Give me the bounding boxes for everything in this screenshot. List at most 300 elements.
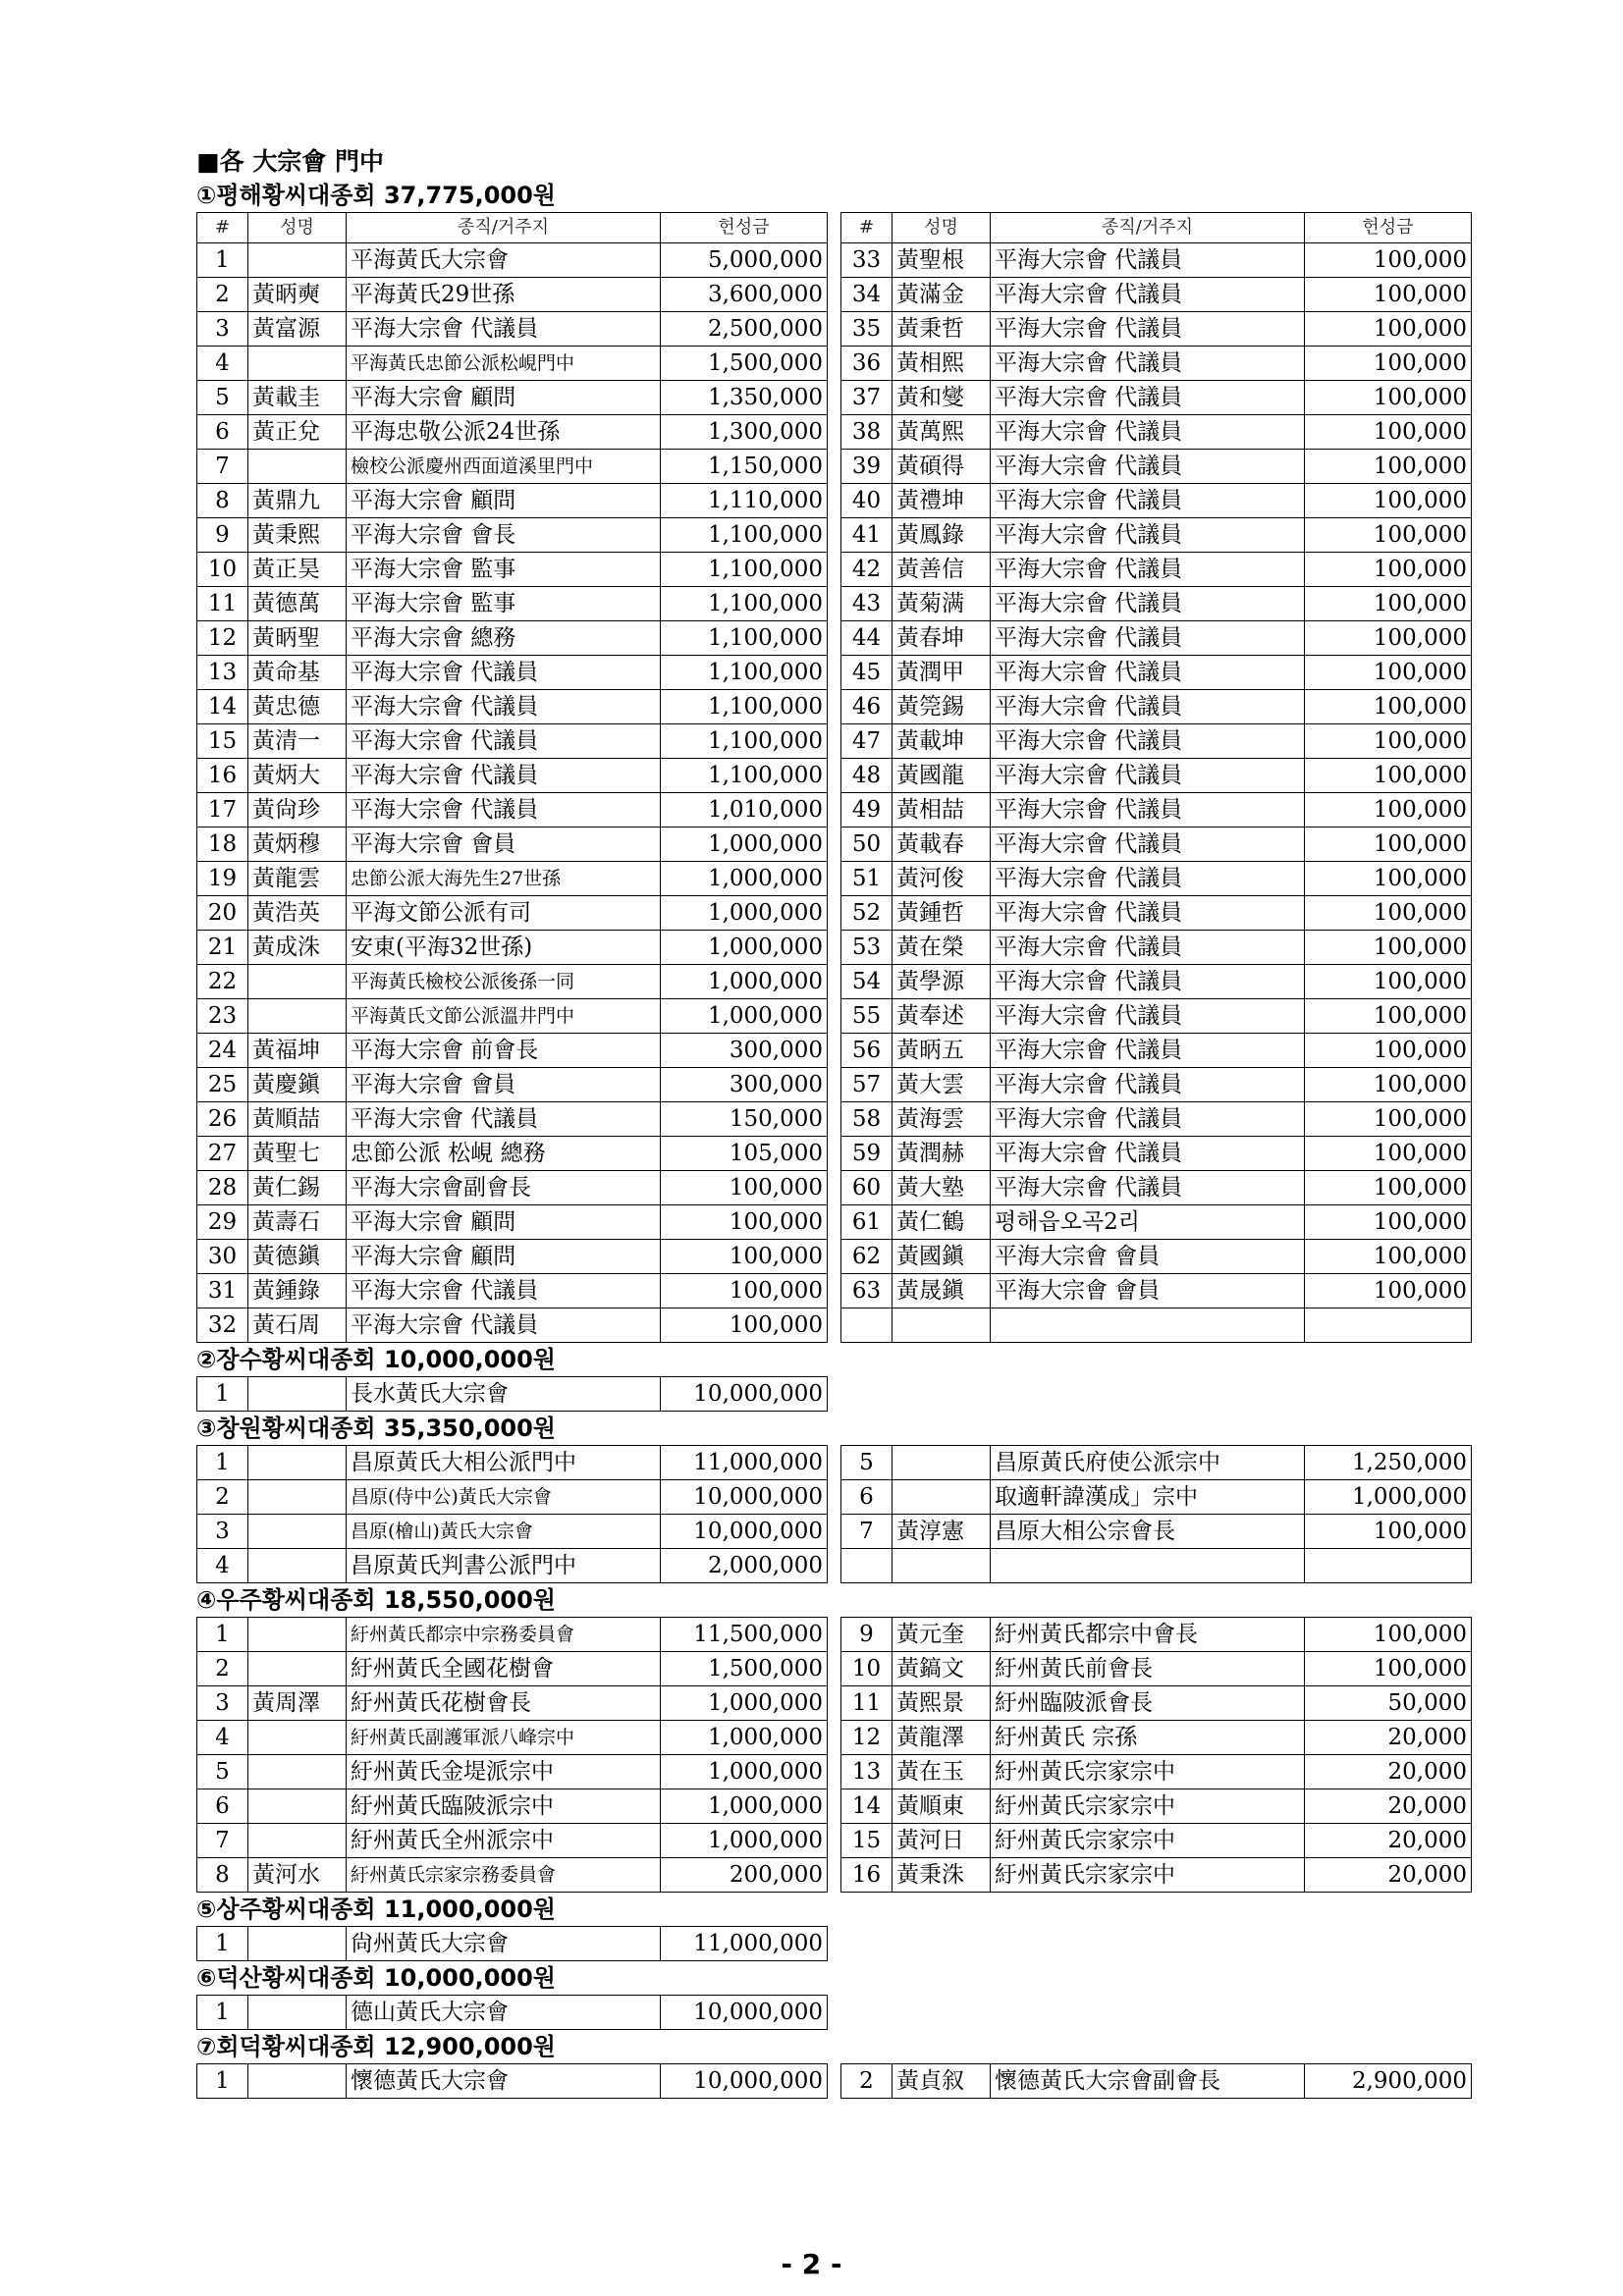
donation-amount: 1,100,000	[661, 759, 828, 793]
row-number: 60	[841, 1171, 893, 1205]
row-number: 11	[197, 587, 248, 621]
donor-name: 黃忠德	[248, 690, 347, 724]
donor-org: 平海大宗會 代議員	[991, 278, 1305, 312]
section-title: ⑦회덕황씨대종회 12,900,000원	[196, 2033, 556, 2060]
donor-org: 平海黃氏忠節公派松峴門中	[347, 347, 661, 381]
row-number: 45	[841, 656, 893, 690]
donor-name	[248, 1515, 347, 1549]
donor-name: 黃載圭	[248, 381, 347, 415]
donation-amount: 100,000	[1305, 965, 1472, 999]
donor-org: 平海大宗會 代議員	[991, 862, 1305, 896]
donor-name: 黃石周	[248, 1308, 347, 1343]
row-number: 31	[197, 1274, 248, 1308]
donor-name	[248, 1618, 347, 1652]
row-number: 50	[841, 828, 893, 862]
row-number: 7	[197, 450, 248, 484]
donor-name: 黃筦錫	[893, 690, 991, 724]
row-number: 3	[197, 312, 248, 347]
table-row	[197, 1996, 828, 2030]
column-gap	[828, 243, 841, 278]
donation-amount: 1,100,000	[661, 690, 828, 724]
row-number: 39	[841, 450, 893, 484]
table-row	[197, 381, 1472, 415]
row-number: 29	[197, 1205, 248, 1240]
column-gap	[828, 1652, 841, 1686]
row-number: 28	[197, 1171, 248, 1205]
table-row	[197, 1274, 1472, 1308]
donor-org: 紆州黃氏宗家宗中	[991, 1789, 1305, 1824]
row-number: 30	[197, 1240, 248, 1274]
table-row	[197, 1721, 1472, 1755]
donor-name: 黃秉熙	[248, 518, 347, 553]
table-row	[197, 1858, 1472, 1893]
donor-name: 黃大雲	[893, 1068, 991, 1102]
row-number: 8	[197, 484, 248, 518]
donor-name: 黃善信	[893, 553, 991, 587]
row-number: 21	[197, 931, 248, 965]
donor-org: 紆州黃氏 宗孫	[991, 1721, 1305, 1755]
donor-org: 平海大宗會 代議員	[347, 690, 661, 724]
donor-name: 黃相喆	[893, 793, 991, 828]
row-number: 1	[197, 1618, 248, 1652]
donor-name: 黃鍾錄	[248, 1274, 347, 1308]
donation-amount: 100,000	[1305, 759, 1472, 793]
donor-org: 紆州黃氏臨陂派宗中	[347, 1789, 661, 1824]
donor-org: 昌原大相公宗會長	[991, 1515, 1305, 1549]
donation-amount: 1,100,000	[661, 621, 828, 656]
donation-amount: 100,000	[1305, 553, 1472, 587]
donor-name: 黃熙景	[893, 1686, 991, 1721]
column-gap	[828, 518, 841, 553]
donor-name	[248, 243, 347, 278]
row-number: 6	[841, 1480, 893, 1515]
donation-amount: 100,000	[1305, 381, 1472, 415]
donation-amount: 20,000	[1305, 1755, 1472, 1789]
table-row	[197, 518, 1472, 553]
table-row	[197, 1171, 1472, 1205]
donor-name: 黃龍澤	[893, 1721, 991, 1755]
donor-org: 平海大宗會 代議員	[991, 312, 1305, 347]
donor-org: 長水黃氏大宗會	[347, 1377, 661, 1412]
donor-name: 黃浩英	[248, 896, 347, 931]
donor-org: 紆州臨陂派會長	[991, 1686, 1305, 1721]
donation-amount: 100,000	[1305, 1240, 1472, 1274]
donation-amount: 1,010,000	[661, 793, 828, 828]
donor-org: 紆州黃氏金堤派宗中	[347, 1755, 661, 1789]
donor-name: 黃鎬文	[893, 1652, 991, 1686]
donor-name: 黃聖七	[248, 1137, 347, 1171]
donation-amount: 1,500,000	[661, 1652, 828, 1686]
donation-amount	[1305, 1549, 1472, 1583]
donor-org: 平海大宗會 前會長	[347, 1034, 661, 1068]
donor-org: 平海大宗會 代議員	[991, 621, 1305, 656]
donor-org: 平海大宗會 代議員	[991, 759, 1305, 793]
donor-org: 紆州黃氏花樹會長	[347, 1686, 661, 1721]
donor-org: 平海大宗會 代議員	[347, 312, 661, 347]
column-gap	[828, 278, 841, 312]
donor-org: 平海大宗會 代議員	[991, 1034, 1305, 1068]
row-number: 1	[197, 1927, 248, 1961]
row-number: 10	[197, 553, 248, 587]
header-number: #	[197, 213, 248, 243]
donor-org: 平海大宗會 顧問	[347, 1205, 661, 1240]
donor-name: 黃河日	[893, 1824, 991, 1858]
donor-name	[248, 1652, 347, 1686]
row-number: 8	[197, 1858, 248, 1893]
row-number: 32	[197, 1308, 248, 1343]
donor-name: 黃在榮	[893, 931, 991, 965]
donation-amount: 100,000	[1305, 484, 1472, 518]
donation-amount: 1,100,000	[661, 587, 828, 621]
row-number: 36	[841, 347, 893, 381]
table-row	[197, 1205, 1472, 1240]
column-gap	[828, 1274, 841, 1308]
donation-amount: 1,150,000	[661, 450, 828, 484]
donor-org: 平海忠敬公派24世孫	[347, 415, 661, 450]
donor-org: 忠節公派 松峴 總務	[347, 1137, 661, 1171]
donor-name: 黃在玉	[893, 1755, 991, 1789]
table-row	[197, 1789, 1472, 1824]
donation-amount: 100,000	[1305, 243, 1472, 278]
column-gap	[828, 621, 841, 656]
donor-name: 黃炳穆	[248, 828, 347, 862]
donation-amount: 105,000	[661, 1137, 828, 1171]
donor-name: 黃昞聖	[248, 621, 347, 656]
donation-amount: 20,000	[1305, 1789, 1472, 1824]
donor-org: 平海大宗會 代議員	[347, 759, 661, 793]
donor-org: 平海文節公派有司	[347, 896, 661, 931]
column-gap	[828, 1068, 841, 1102]
donor-name: 黃載春	[893, 828, 991, 862]
row-number: 52	[841, 896, 893, 931]
row-number: 19	[197, 862, 248, 896]
donation-amount: 200,000	[661, 1858, 828, 1893]
donor-name: 黃富源	[248, 312, 347, 347]
row-number: 1	[197, 1377, 248, 1412]
donor-name: 黃昞奭	[248, 278, 347, 312]
donor-name: 黃福坤	[248, 1034, 347, 1068]
row-number: 15	[841, 1824, 893, 1858]
donation-amount: 100,000	[1305, 1068, 1472, 1102]
column-gap	[828, 587, 841, 621]
column-gap	[828, 347, 841, 381]
donor-org: 紆州黃氏都宗中會長	[991, 1618, 1305, 1652]
header-name: 성명	[893, 213, 991, 243]
column-gap	[828, 724, 841, 759]
donation-amount: 50,000	[1305, 1686, 1472, 1721]
table-row	[197, 1824, 1472, 1858]
table-row	[197, 1686, 1472, 1721]
table-row	[197, 312, 1472, 347]
donor-org: 平海大宗會 會員	[991, 1274, 1305, 1308]
row-number: 1	[197, 243, 248, 278]
donor-org: 檢校公派慶州西面道溪里門中	[347, 450, 661, 484]
donor-org: 平海大宗會 代議員	[991, 999, 1305, 1034]
donor-org: 平海大宗會 顧問	[347, 381, 661, 415]
donor-name: 黃淳憲	[893, 1515, 991, 1549]
donation-amount: 100,000	[1305, 862, 1472, 896]
table-row	[197, 415, 1472, 450]
donor-org: 평해읍오곡2리	[991, 1205, 1305, 1240]
donor-name: 黃相熙	[893, 347, 991, 381]
donor-name: 黃壽石	[248, 1205, 347, 1240]
donation-amount: 1,000,000	[1305, 1480, 1472, 1515]
donor-name: 黃秉洙	[893, 1858, 991, 1893]
table-row	[197, 1480, 1472, 1515]
row-number: 9	[197, 518, 248, 553]
donor-org: 取適軒諱漢成」宗中	[991, 1480, 1305, 1515]
donation-amount: 100,000	[1305, 1652, 1472, 1686]
donor-name: 黃鳳錄	[893, 518, 991, 553]
header-org: 종직/거주지	[991, 213, 1305, 243]
donor-name: 黃秉哲	[893, 312, 991, 347]
donor-name: 黃菊满	[893, 587, 991, 621]
donation-amount: 1,350,000	[661, 381, 828, 415]
donor-org: 平海大宗會 總務	[347, 621, 661, 656]
header-amount: 헌성금	[661, 213, 828, 243]
donor-org: 平海大宗會 代議員	[347, 1274, 661, 1308]
donation-amount: 1,100,000	[661, 518, 828, 553]
donor-org: 平海大宗會 代議員	[991, 243, 1305, 278]
donation-amount: 1,000,000	[661, 931, 828, 965]
donor-org: 安東(平海32世孫)	[347, 931, 661, 965]
row-number: 10	[841, 1652, 893, 1686]
donor-org: 平海大宗會 代議員	[347, 1308, 661, 1343]
row-number: 23	[197, 999, 248, 1034]
donor-name: 黃慶鎭	[248, 1068, 347, 1102]
row-number: 4	[197, 347, 248, 381]
row-number: 16	[841, 1858, 893, 1893]
donor-org: 平海大宗會 監事	[347, 553, 661, 587]
donor-org: 平海大宗會 會員	[347, 828, 661, 862]
row-number: 2	[841, 2064, 893, 2099]
row-number: 20	[197, 896, 248, 931]
header-number: #	[841, 213, 893, 243]
column-gap	[828, 312, 841, 347]
section-title: ③창원황씨대종회 35,350,000원	[196, 1415, 556, 1442]
donation-amount: 11,000,000	[661, 1927, 828, 1961]
donation-amount: 1,100,000	[661, 724, 828, 759]
donation-amount: 1,000,000	[661, 828, 828, 862]
donor-name: 黃德鎭	[248, 1240, 347, 1274]
donor-org: 平海大宗會 代議員	[991, 724, 1305, 759]
column-gap	[828, 1515, 841, 1549]
donation-amount: 100,000	[1305, 1205, 1472, 1240]
column-gap	[828, 656, 841, 690]
column-gap	[828, 1446, 841, 1480]
section-title: ⑤상주황씨대종회 11,000,000원	[196, 1896, 556, 1923]
donation-amount: 100,000	[1305, 999, 1472, 1034]
donation-amount: 10,000,000	[661, 1515, 828, 1549]
column-gap	[828, 1618, 841, 1652]
row-number: 5	[197, 381, 248, 415]
donor-name	[893, 1308, 991, 1343]
donor-name	[248, 1377, 347, 1412]
row-number: 38	[841, 415, 893, 450]
column-gap	[828, 1858, 841, 1893]
donation-amount: 100,000	[1305, 278, 1472, 312]
table-row	[197, 896, 1472, 931]
donor-org: 懷德黃氏大宗會副會長	[991, 2064, 1305, 2099]
donation-amount: 100,000	[1305, 690, 1472, 724]
table-row	[197, 690, 1472, 724]
row-number: 26	[197, 1102, 248, 1137]
donation-amount: 100,000	[1305, 1515, 1472, 1549]
table-row	[197, 1652, 1472, 1686]
row-number	[841, 1308, 893, 1343]
donor-name	[248, 1480, 347, 1515]
column-gap	[828, 1755, 841, 1789]
donor-org: 昌原黃氏判書公派門中	[347, 1549, 661, 1583]
document-page	[196, 145, 1473, 2099]
donation-amount: 1,000,000	[661, 1755, 828, 1789]
column-gap	[828, 1789, 841, 1824]
donor-name: 黃河水	[248, 1858, 347, 1893]
donation-amount: 10,000,000	[661, 1480, 828, 1515]
column-gap	[828, 1034, 841, 1068]
donation-amount: 2,900,000	[1305, 2064, 1472, 2099]
donation-amount: 100,000	[661, 1171, 828, 1205]
donor-name: 黃仁鶴	[893, 1205, 991, 1240]
donor-org: 昌原黃氏府使公派宗中	[991, 1446, 1305, 1480]
row-number: 63	[841, 1274, 893, 1308]
row-number: 4	[197, 1721, 248, 1755]
row-number: 6	[197, 1789, 248, 1824]
donation-amount: 1,000,000	[661, 1789, 828, 1824]
row-number: 59	[841, 1137, 893, 1171]
row-number: 15	[197, 724, 248, 759]
donation-amount: 100,000	[1305, 1034, 1472, 1068]
table-row	[197, 759, 1472, 793]
column-gap	[828, 1824, 841, 1858]
donation-amount: 100,000	[1305, 1137, 1472, 1171]
donor-name	[248, 450, 347, 484]
donor-name: 黃萬熙	[893, 415, 991, 450]
donation-amount: 150,000	[661, 1102, 828, 1137]
table-row	[197, 1515, 1472, 1549]
row-number: 18	[197, 828, 248, 862]
donor-org: 平海大宗會 代議員	[991, 415, 1305, 450]
donor-name: 黃尙珍	[248, 793, 347, 828]
donor-org: 紆州黃氏全國花樹會	[347, 1652, 661, 1686]
donor-name: 黃國鎭	[893, 1240, 991, 1274]
donor-name: 黃潤赫	[893, 1137, 991, 1171]
row-number: 55	[841, 999, 893, 1034]
donation-table	[196, 1445, 1472, 1583]
column-gap	[828, 862, 841, 896]
donor-name: 黃載坤	[893, 724, 991, 759]
donor-name: 黃龍雲	[248, 862, 347, 896]
row-number: 62	[841, 1240, 893, 1274]
row-number: 13	[841, 1755, 893, 1789]
donor-org: 平海大宗會 代議員	[991, 828, 1305, 862]
section-title: ⑥덕산황씨대종회 10,000,000원	[196, 1964, 556, 1992]
donor-name	[248, 1755, 347, 1789]
row-number: 34	[841, 278, 893, 312]
table-row	[197, 724, 1472, 759]
donation-amount	[1305, 1308, 1472, 1343]
row-number: 40	[841, 484, 893, 518]
column-gap	[828, 1686, 841, 1721]
table-header-row	[197, 213, 1472, 243]
donation-amount: 100,000	[1305, 621, 1472, 656]
table-row	[197, 1068, 1472, 1102]
donor-org: 紆州黃氏全州派宗中	[347, 1824, 661, 1858]
donor-name: 黃德萬	[248, 587, 347, 621]
donation-amount: 10,000,000	[661, 1377, 828, 1412]
donation-amount: 5,000,000	[661, 243, 828, 278]
column-gap	[828, 1205, 841, 1240]
donor-name: 黃晟鎭	[893, 1274, 991, 1308]
donation-amount: 1,110,000	[661, 484, 828, 518]
row-number: 53	[841, 931, 893, 965]
row-number: 33	[841, 243, 893, 278]
donation-amount: 100,000	[1305, 793, 1472, 828]
table-row	[197, 999, 1472, 1034]
header-name: 성명	[248, 213, 347, 243]
table-row	[197, 862, 1472, 896]
donor-org	[991, 1549, 1305, 1583]
donation-amount: 100,000	[1305, 724, 1472, 759]
donation-amount: 1,000,000	[661, 1721, 828, 1755]
donor-name	[248, 1824, 347, 1858]
donation-amount: 100,000	[1305, 896, 1472, 931]
table-row	[197, 347, 1472, 381]
column-gap	[828, 484, 841, 518]
donor-name	[248, 1789, 347, 1824]
table-row	[197, 1377, 828, 1412]
row-number: 48	[841, 759, 893, 793]
table-row	[197, 1240, 1472, 1274]
donation-amount: 100,000	[1305, 415, 1472, 450]
donor-org: 平海大宗會 會員	[991, 1240, 1305, 1274]
column-gap	[828, 1308, 841, 1343]
donor-org: 德山黃氏大宗會	[347, 1996, 661, 2030]
row-number: 2	[197, 1652, 248, 1686]
donation-amount: 1,000,000	[661, 1824, 828, 1858]
row-number: 1	[197, 1446, 248, 1480]
donor-name: 黃大塾	[893, 1171, 991, 1205]
row-number: 37	[841, 381, 893, 415]
donor-name: 黃昞五	[893, 1034, 991, 1068]
donor-org: 平海黃氏文節公派溫井門中	[347, 999, 661, 1034]
donor-org: 平海黃氏檢校公派後孫一同	[347, 965, 661, 999]
donor-org: 紆州黃氏都宗中宗務委員會	[347, 1618, 661, 1652]
row-number: 44	[841, 621, 893, 656]
donor-name: 黃碩得	[893, 450, 991, 484]
donor-name: 黃聖根	[893, 243, 991, 278]
donor-name: 黃順東	[893, 1789, 991, 1824]
donor-name	[248, 2064, 347, 2099]
column-gap	[828, 896, 841, 931]
donor-org: 平海大宗會 代議員	[991, 1068, 1305, 1102]
row-number: 5	[841, 1446, 893, 1480]
donor-name: 黃元奎	[893, 1618, 991, 1652]
donation-amount: 1,100,000	[661, 656, 828, 690]
donor-name	[248, 1721, 347, 1755]
row-number: 9	[841, 1618, 893, 1652]
donor-org: 平海大宗會 代議員	[991, 896, 1305, 931]
donor-org: 平海大宗會副會長	[347, 1171, 661, 1205]
donor-name	[248, 1927, 347, 1961]
donor-org: 平海大宗會 代議員	[991, 1171, 1305, 1205]
donor-name: 黃國龍	[893, 759, 991, 793]
table-row	[197, 1308, 1472, 1343]
donation-amount: 100,000	[1305, 1171, 1472, 1205]
donor-org: 紆州黃氏宗家宗務委員會	[347, 1858, 661, 1893]
donor-name: 黃海雲	[893, 1102, 991, 1137]
donation-amount: 100,000	[1305, 828, 1472, 862]
